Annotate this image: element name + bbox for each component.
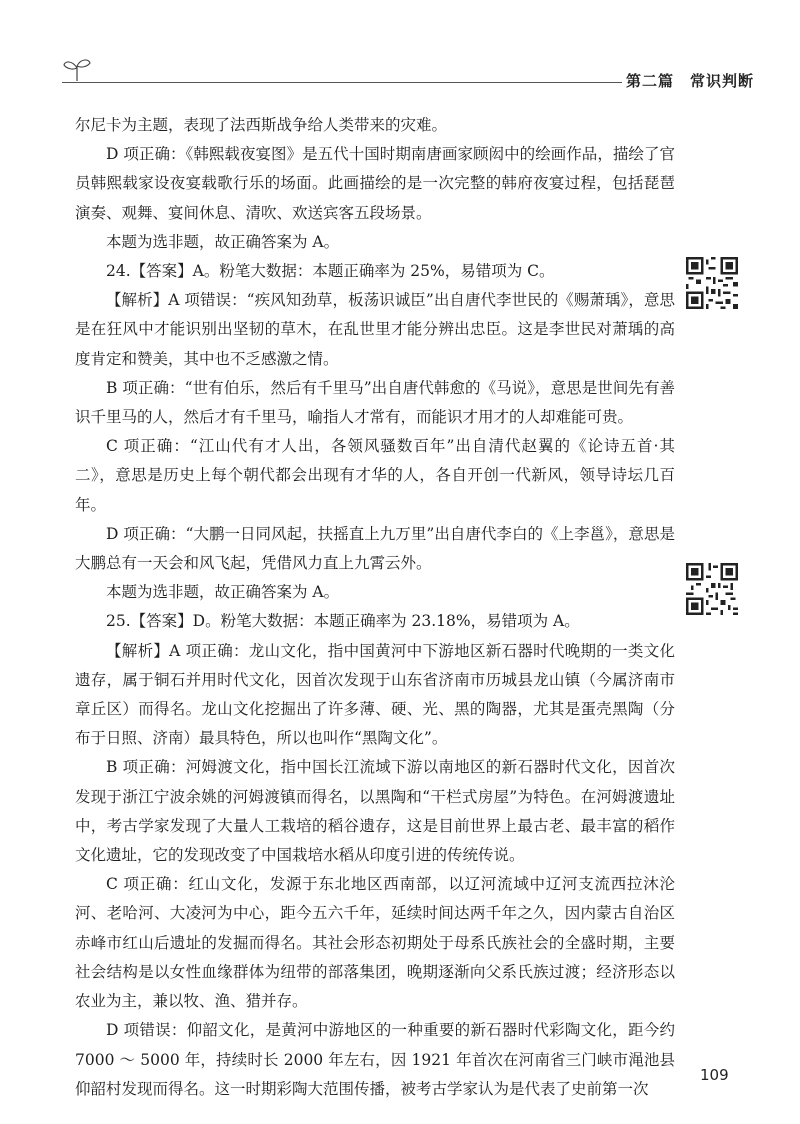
paragraph: D 项正确：“大鹏一日同风起，扶摇直上九万里”出自唐代李白的《上李邕》，意思是大鹏总有一天会和风飞起，凭借风力直上九霄云外。 (75, 524, 675, 573)
paragraph: 本题为选非题，故正确答案为 A。 (106, 583, 340, 602)
page-number: 109 (700, 1066, 729, 1084)
paragraph: C 项正确：“江山代有才人出，各领风骚数百年”出自清代赵翼的《论诗五首·其二》，意思是历史上每个朝代都会出现有才华的人，各自开创一代新风，领导诗坛几百年。 (75, 437, 675, 514)
paragraph: 【解析】A 项错误：“疾风知劲草，板荡识诚臣”出自唐代李世民的《赐萧瑀》，意思是在狂风中才能识别出坚韧的草木，在乱世里才能分辨出忠臣。这是李世民对萧瑀的高度肯定和赞美，其中也不乏感激之情。 (75, 291, 675, 368)
paragraph: D 项正确：《韩熙载夜宴图》是五代十国时期南唐画家顾闳中的绘画作品，描绘了官员韩熙载家设夜宴载歌行乐的场面。此画描绘的是一次完整的韩府夜宴过程，包括琵琶演奏、观舞、宴间休息、清吹、欢送宾客五段场景。 (75, 145, 675, 222)
document-body (75, 111, 675, 1104)
paragraph: 24.【答案】A。粉笔大数据：本题正确率为 25%，易错项为 C。 (106, 262, 555, 281)
sprout-icon (62, 56, 92, 82)
paragraph: C 项正确：红山文化，发源于东北地区西南部，以辽河流域中辽河支流西拉沐沦河、老哈河、大凌河为中心，距今五六千年，延续时间达两千年之久，因内蒙古自治区赤峰市红山后遗址的发掘而得名。其社会形态初期处于母系氏族社会的全盛时期，主要社会结构是以女性血缘群体为纽带的部落集团，晚期逐渐向父系氏族过渡；经济形态以农业为主，兼以牧、渔、猎并存。 (75, 875, 675, 1011)
paragraph: B 项正确：河姆渡文化，指中国长江流域下游以南地区的新石器时代文化，因首次发现于浙江宁波余姚的河姆渡镇而得名，以黑陶和“干栏式房屋”为特色。在河姆渡遗址中，考古学家发现了大量人工栽培的稻谷遗存，这是目前世界上最古老、最丰富的稻作文化遗址，它的发现改变了中国栽培水稻从印度引进的传统传说。 (75, 758, 675, 865)
paragraph: B 项正确：“世有伯乐，然后有千里马”出自唐代韩愈的《马说》，意思是世间先有善识千里马的人，然后才有千里马，喻指人才常有，而能识才用才的人却难能可贵。 (75, 378, 675, 427)
section-title: 第二篇 常识判断 (626, 72, 755, 90)
paragraph: D 项错误：仰韶文化，是黄河中游地区的一种重要的新石器时代彩陶文化，距今约 7000 ～ 5000 年，持续时长 2000 年左右，因 1921 年首次在河南省三门峡市渑池县仰韶村发现而得名。这一时期彩陶大范围传播，被考古学家认为是代表了史前第一次 (75, 1021, 675, 1098)
paragraph: 本题为选非题，故正确答案为 A。 (106, 232, 340, 251)
paragraph: 【解析】A 项正确：龙山文化，指中国黄河中下游地区新石器时代晚期的一类文化遗存，属于铜石并用时代文化，因首次发现于山东省济南市历城县龙山镇（今属济南市章丘区）而得名。龙山文化挖掘出了许多薄、硬、光、黑的陶器，尤其是蛋壳黑陶（分布于日照、济南）最具特色，所以也叫作“黑陶文化”。 (75, 641, 675, 748)
qr-code-icon[interactable] (686, 257, 738, 309)
paragraph: 尔尼卡为主题，表现了法西斯战争给人类带来的灾难。 (75, 116, 448, 134)
header-rule (62, 82, 622, 83)
qr-code-icon[interactable] (686, 563, 738, 615)
paragraph: 25.【答案】D。粉笔大数据：本题正确率为 23.18%，易错项为 A。 (106, 612, 580, 631)
